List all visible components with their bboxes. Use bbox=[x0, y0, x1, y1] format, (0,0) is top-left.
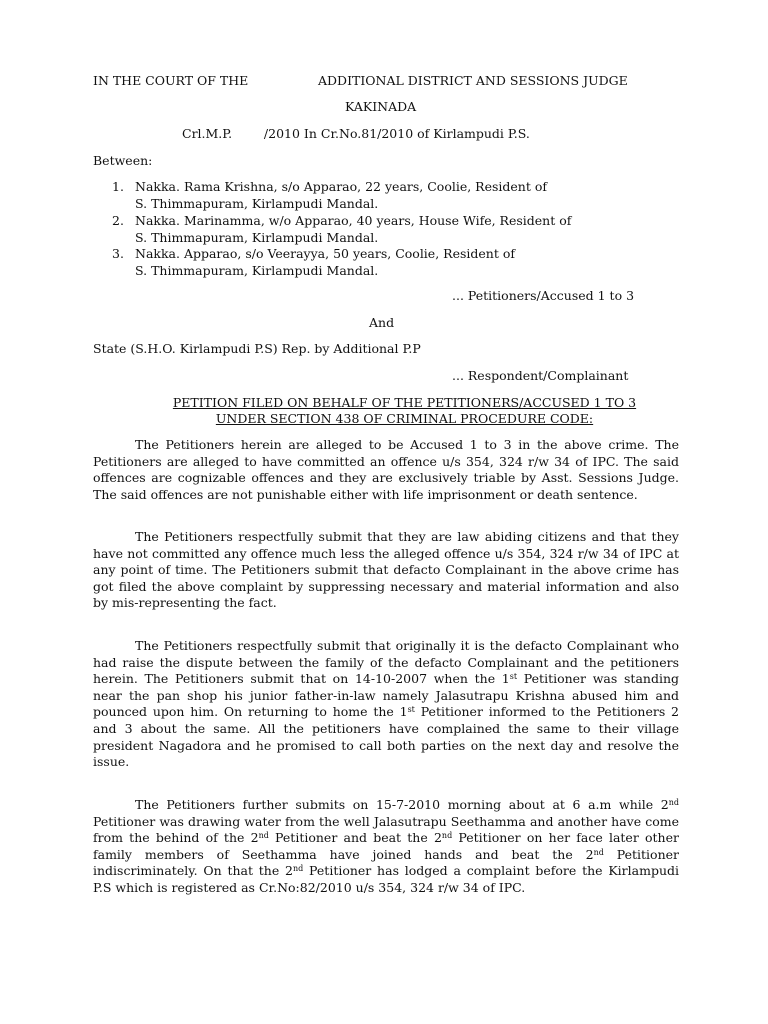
paragraph-text: Petitioner and beat the 2 bbox=[268, 830, 442, 846]
petition-heading-line: PETITION FILED ON BEHALF OF THE PETITIONERS/ACCUSED 1 TO 3 bbox=[172, 395, 637, 410]
paragraph-text: Petitioner indiscriminately. On that the 2 bbox=[93, 846, 679, 879]
paragraph-text: The Petitioners respectfully submit that originally it is the defacto Complainant who had raise the dispute between the family of the defacto Complainant and the petitioners herein. The Petitioners submit that on 14-10-2007 when the 1 bbox=[93, 638, 679, 687]
ordinal-suffix: nd bbox=[258, 831, 269, 841]
court-prefix: IN THE COURT OF THE bbox=[93, 73, 249, 88]
ordinal-suffix: nd bbox=[441, 831, 453, 841]
petitioner-address: S. Thimmapuram, Kirlampudi Mandal. bbox=[135, 195, 379, 211]
petitioner-line: Nakka. Marinamma, w/o Apparao, 40 years, House Wife, Resident of bbox=[135, 213, 572, 228]
paragraph bbox=[93, 638, 679, 771]
paragraph-text: Petitioner informed to the Petitioners 2 and 3 about the same. All the petitioners have complained the same to their village president Nagadora and he promised to call both parties on the next day and resolve the issue. bbox=[93, 704, 679, 770]
respondent-designation: ... Respondent/Complainant bbox=[452, 368, 629, 383]
petitioner-line: Nakka. Rama Krishna, s/o Apparao, 22 years, Coolie, Resident of bbox=[135, 179, 548, 194]
paragraph-text: Petitioner was standing near the pan shop his junior father-in-law namely Jalasutrapu Krishna abused him and pounced upon him. On returning to home the 1 bbox=[93, 671, 679, 720]
ordinal-suffix: nd bbox=[593, 847, 604, 857]
paragraph bbox=[93, 797, 679, 897]
between-label: Between: bbox=[93, 153, 153, 168]
respondent-name: State (S.H.O. Kirlampudi P.S) Rep. by Additional P.P bbox=[93, 341, 421, 356]
petition-heading-line: UNDER SECTION 438 OF CRIMINAL PROCEDURE CODE: bbox=[215, 411, 594, 426]
paragraph: The Petitioners respectfully submit that they are law abiding citizens and that they have not committed any offence much less the alleged offence u/s 354, 324 r/w 34 of IPC at any point of time. The Petitioners submit that defacto Complainant in the above crime has got filed the above complaint by suppressing necessary and material information and also by mis-representing the fact. bbox=[93, 529, 679, 611]
paragraph-text: Petitioner was drawing water from the well Jalasutrapu Seethamma and another have come from the behind of the 2 bbox=[93, 813, 679, 846]
petitioner-address: S. Thimmapuram, Kirlampudi Mandal. bbox=[135, 229, 379, 245]
ordinal-suffix: nd bbox=[292, 864, 304, 874]
petition-heading bbox=[93, 395, 716, 427]
petitioner-number: 2. bbox=[112, 213, 124, 228]
petitioner-address: S. Thimmapuram, Kirlampudi Mandal. bbox=[135, 262, 379, 278]
court-name: ADDITIONAL DISTRICT AND SESSIONS JUDGE bbox=[318, 73, 628, 88]
and-separator: And bbox=[369, 315, 395, 330]
paragraph-text: The Petitioners further submits on 15-7-2010 morning about at 6 a.m while 2 bbox=[135, 797, 669, 812]
ordinal-suffix: st bbox=[407, 705, 415, 715]
paragraph-text: Petitioner on her face later other family members of Seethamma have joined hands and beat the 2 bbox=[93, 830, 679, 862]
ordinal-suffix: nd bbox=[668, 798, 679, 807]
ordinal-suffix: st bbox=[509, 672, 518, 682]
paragraph-text: Petitioner has lodged a complaint before the Kirlampudi P.S which is registered as Cr.No:82/2010 u/s 354, 324 r/w 34 of IPC. bbox=[93, 863, 679, 895]
paragraph: The Petitioners herein are alleged to be Accused 1 to 3 in the above crime. The Petitioners are alleged to have committed an offence u/s 354, 324 r/w 34 of IPC. The said offences are cognizable offences and they are exclusively triable by Asst. Sessions Judge. The said offences are not punishable either with life imprisonment or death sentence. bbox=[93, 437, 679, 502]
petitioner-line: Nakka. Apparao, s/o Veerayya, 50 years, Coolie, Resident of bbox=[135, 246, 515, 261]
court-place: KAKINADA bbox=[345, 99, 417, 114]
petitioners-designation: ... Petitioners/Accused 1 to 3 bbox=[452, 288, 635, 303]
petitioner-number: 3. bbox=[112, 246, 124, 261]
petitioner-number: 1. bbox=[112, 179, 124, 194]
case-reference: Crl.M.P. /2010 In Cr.No.81/2010 of Kirlampudi P.S. bbox=[182, 126, 530, 141]
